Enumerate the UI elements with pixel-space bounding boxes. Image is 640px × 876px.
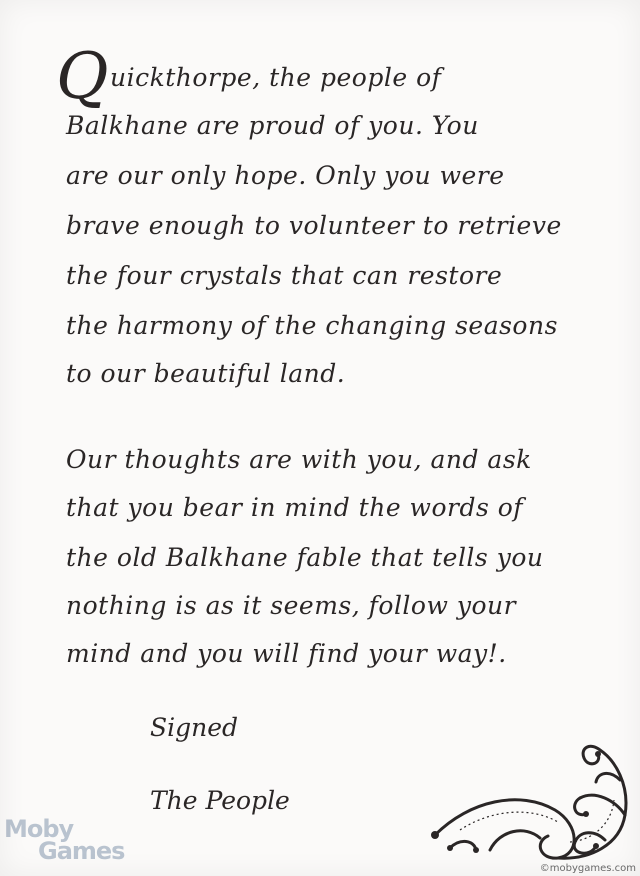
letter-line: the four crystals that can restore <box>66 261 503 290</box>
signed-label: Signed <box>150 713 239 742</box>
letter-line: the old Balkhane fable that tells you <box>66 543 544 572</box>
letter-line: mind and you will find your way!. <box>66 639 507 668</box>
letter-line: that you bear in mind the words of <box>66 493 524 522</box>
corner-flourish-icon <box>430 730 635 870</box>
mobygames-credit: ©mobygames.com <box>539 863 636 874</box>
letter-line: Balkhane are proud of you. You <box>66 111 479 140</box>
watermark-line: Games <box>38 837 125 865</box>
signer-name: The People <box>150 786 290 815</box>
drop-cap: Q <box>56 40 109 114</box>
letter-line: nothing is as it seems, follow your <box>66 591 517 620</box>
watermark-line: Moby <box>4 815 74 843</box>
letter-line: to our beautiful land. <box>66 359 346 388</box>
mobygames-watermark <box>4 815 125 865</box>
letter-line: Our thoughts are with you, and ask <box>66 445 532 474</box>
letter-line: uickthorpe, the people of <box>110 63 442 92</box>
letter-line: brave enough to volunteer to retrieve <box>66 211 562 240</box>
letter-line: are our only hope. Only you were <box>66 161 505 190</box>
letter-line: the harmony of the changing seasons <box>66 311 558 340</box>
